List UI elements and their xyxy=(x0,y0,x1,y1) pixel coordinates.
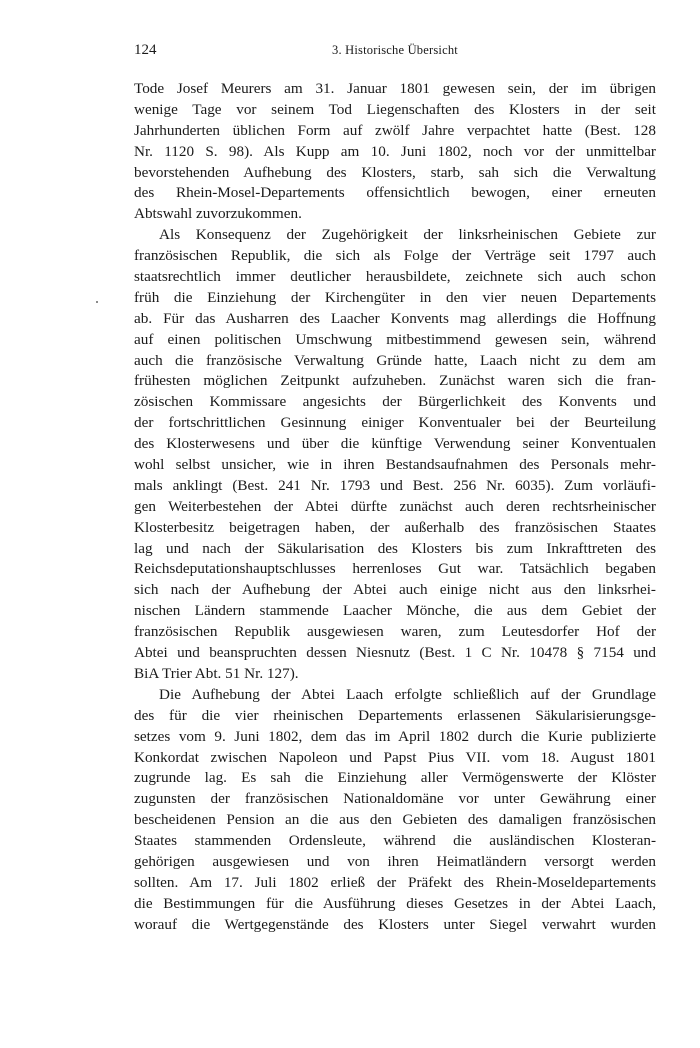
text-line: des Rhein-Mosel-Departements offensichtlich bewogen, einer erneuten xyxy=(134,184,656,202)
text-line: lag und nach der Säkularisation des Klosters bis zum Inkrafttreten des xyxy=(134,539,656,557)
text-line: Tode Josef Meurers am 31. Januar 1801 gewesen sein, der im übrigen xyxy=(134,80,656,97)
paragraph xyxy=(134,685,656,936)
text-line: die Bestimmungen für die Ausführung dieses Gesetzes in der Abtei Laach, xyxy=(134,894,656,912)
page-header xyxy=(134,42,656,62)
text-line: setzes vom 9. Juni 1802, dem das im April 1802 durch die Kurie publizierte xyxy=(134,727,656,745)
text-line: des für die vier rheinischen Departements erlassenen Säkularisierungsge- xyxy=(134,706,656,724)
text-line: Staates stammenden Ordensleute, während die ausländischen Klosteran- xyxy=(134,832,656,850)
text-line: nischen Ländern stammende Laacher Mönche, die aus dem Gebiet der xyxy=(134,602,656,620)
text-line: Reichsdeputationshauptschlusses herrenloses Gut war. Tatsächlich begaben xyxy=(134,560,656,578)
text-line: bescheidenen Pension an die aus den Gebieten des damaligen französischen xyxy=(134,811,656,829)
text-line: früh die Einziehung der Kirchengüter in den vier neuen Departements xyxy=(134,288,656,306)
page-number: 124 xyxy=(134,42,157,58)
text-line: auch die französische Verwaltung Gründe hatte, Laach nicht zu dem am xyxy=(134,351,656,369)
text-line: sollten. Am 17. Juli 1802 erließ der Präfekt des Rhein-Moseldepartements xyxy=(134,873,656,891)
body-text xyxy=(134,79,656,936)
text-line: Als Konsequenz der Zugehörigkeit der linksrheinischen Gebiete zur xyxy=(159,226,656,244)
text-line: ab. Für das Ausharren des Laacher Konvents mag allerdings die Hoffnung xyxy=(134,309,656,327)
text-line: zugrunde lag. Es sah die Einziehung aller Vermögenswerte der Klöster xyxy=(134,769,656,787)
text-line: bevorstehenden Aufhebung des Klosters, starb, sah sich die Verwaltung xyxy=(134,163,656,181)
text-line: sich nach der Aufhebung der Abtei auch einige nicht aus den linksrhei- xyxy=(134,581,656,599)
text-line: wohl selbst unsicher, wie in ihren Bestandsaufnahmen des Personals mehr- xyxy=(134,456,656,474)
running-head: 3. Historische Übersicht xyxy=(332,43,458,57)
text-line: französischen Republik ausgewiesen waren, zum Leutesdorfer Hof der xyxy=(134,623,656,641)
text-line: der fortschrittlichen Gesinnung einiger Konventualer bei der Beurteilung xyxy=(134,414,656,432)
margin-mark xyxy=(96,301,98,303)
text-line: gehörigen ausgewiesen und von ihren Heimatländern versorgt werden xyxy=(134,852,656,870)
text-line: Abtei und beanspruchten dessen Niesnutz (Best. 1 C Nr. 10478 § 7154 und xyxy=(134,644,656,662)
text-line: Abtswahl zuvorzukommen. xyxy=(134,205,302,223)
text-line: Nr. 1120 S. 98). Als Kupp am 10. Juni 1802, noch vor der unmittelbar xyxy=(134,142,656,160)
text-line: BiA Trier Abt. 51 Nr. 127). xyxy=(134,664,299,682)
text-line: auf einen politischen Umschwung mitbestimmend gewesen sein, während xyxy=(134,330,656,348)
text-line: des Klosterwesens und über die künftige Verwendung seiner Konventualen xyxy=(134,435,656,453)
text-line: zösischen Kommissare angesichts der Bürgerlichkeit des Konvents und xyxy=(134,393,656,411)
text-line: worauf die Wertgegenstände des Klosters unter Siegel verwahrt wurden xyxy=(134,915,656,933)
text-line: frühesten möglichen Zeitpunkt aufzuheben. Zunächst waren sich die fran- xyxy=(134,372,656,390)
text-line: wenige Tage vor seinem Tod Liegenschaften des Klosters in der seit xyxy=(134,100,656,118)
text-line: zugunsten der französischen Nationaldomäne vor unter Gewährung einer xyxy=(134,790,656,808)
paragraph xyxy=(134,79,656,225)
text-line: mals anklingt (Best. 241 Nr. 1793 und Best. 256 Nr. 6035). Zum vorläufi- xyxy=(134,476,656,494)
text-line: Die Aufhebung der Abtei Laach erfolgte schließlich auf der Grundlage xyxy=(159,685,656,703)
text-line: gen Weiterbestehen der Abtei dürfte zunächst auch deren rechtsrheinischer xyxy=(134,497,656,515)
text-line: Jahrhunderten üblichen Form auf zwölf Jahre verpachtet hatte (Best. 128 xyxy=(134,121,656,139)
text-line: Konkordat zwischen Napoleon und Papst Pius VII. vom 18. August 1801 xyxy=(134,748,656,766)
text-line: Klosterbesitz beigetragen haben, der außerhalb des französischen Staates xyxy=(134,518,656,536)
text-line: staatsrechtlich immer deutlicher herausbildete, zeichnete sich auch schon xyxy=(134,268,656,286)
text-line: französischen Republik, die sich als Folge der Verträge seit 1797 auch xyxy=(134,247,656,265)
paragraph xyxy=(134,225,656,685)
